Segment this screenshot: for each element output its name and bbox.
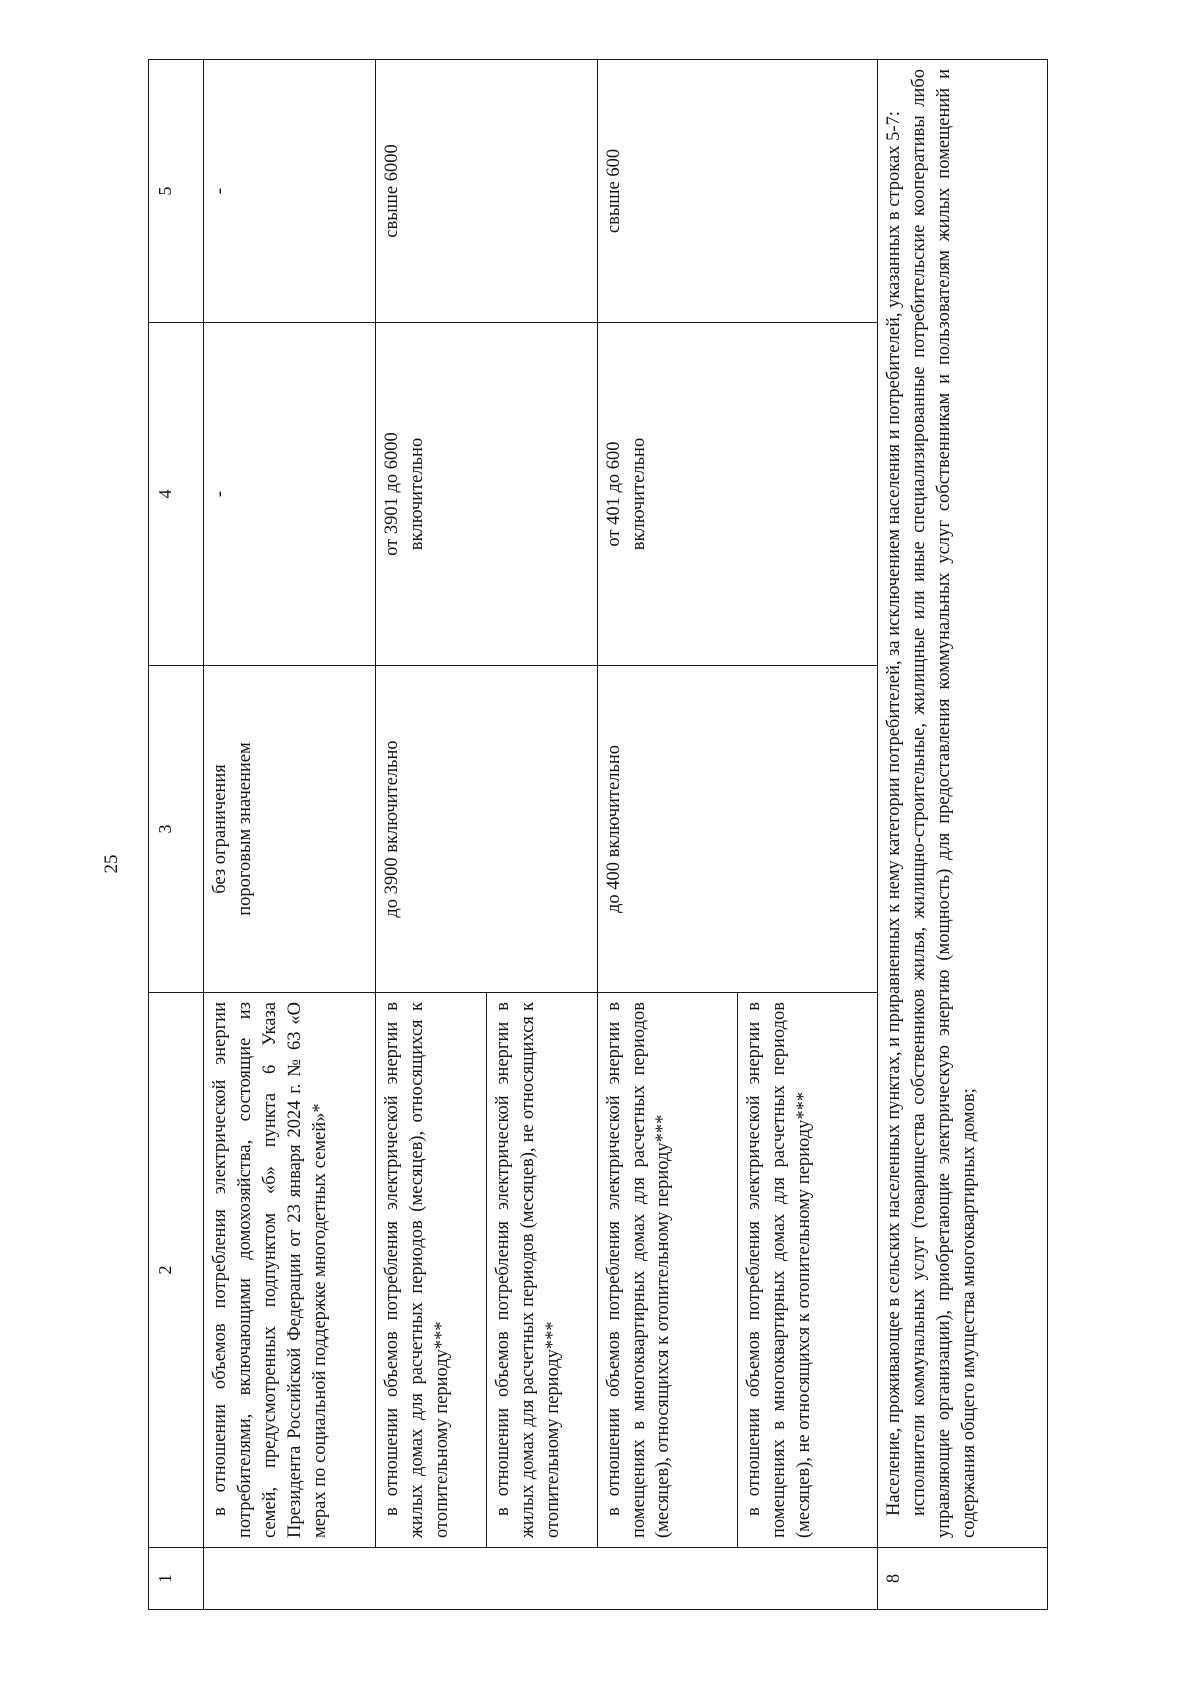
threshold-high-cell: - xyxy=(204,60,376,323)
tariff-table xyxy=(148,59,1048,1610)
threshold-line: пороговым значением xyxy=(235,742,256,916)
rotated-table-container xyxy=(148,60,1048,1610)
threshold-mid-cell: - xyxy=(204,323,376,666)
row-description: в отношении объемов потребления электрической энергии в помещениях в многоквартирных домах для расчетных периодов (месяцев), не относящихся к отопительному периоду*** xyxy=(738,993,878,1548)
threshold-mid-cell xyxy=(376,323,598,666)
threshold-low-cell xyxy=(204,666,376,993)
threshold-mid-cell xyxy=(597,323,877,666)
threshold-line: от 401 до 600 xyxy=(603,441,624,547)
table-row xyxy=(376,60,487,1610)
column-header-4: 4 xyxy=(149,323,204,666)
note-paragraph: Население, проживающее в сельских населенных пунктах, и приравненных к нему категории потребителей, за исключением населения и потребителей, указанных в строках 5-7: xyxy=(884,111,905,1516)
threshold-line: включительно xyxy=(407,437,428,551)
row-number-cell: 8 xyxy=(878,1548,1048,1610)
threshold-line: включительно xyxy=(628,437,649,551)
threshold-high-cell: свыше 6000 xyxy=(376,60,598,323)
column-header-2: 2 xyxy=(149,993,204,1548)
threshold-line: от 3901 до 6000 xyxy=(382,432,403,556)
row-description: в отношении объемов потребления электрической энергии потребителями, включающими домохозяйства, состоящие из семей, предусмотренных подпунктом «б» пункта 6 Указа Президента Российской Федерации от 23 января 2024 г. № 63 «О мерах по социальной поддержке многодетных семей»* xyxy=(204,993,376,1548)
threshold-low-cell: до 3900 включительно xyxy=(376,666,598,993)
row-8-note xyxy=(878,60,1048,1548)
row-number-cell xyxy=(204,1548,878,1610)
column-header-5: 5 xyxy=(149,60,204,323)
threshold-line: без ограничения xyxy=(210,764,231,894)
table-row xyxy=(597,60,737,1610)
note-paragraph: исполнители коммунальных услуг (товарищества собственников жилья, жилищно-строительные, жилищные или иные специализированные потребительские кооперативы либо управляющие организации), приобретающие электрическую энергию (мощность) для предоставления коммунальных услуг собственникам и пользователям жилых помещений и содержания общего имущества многоквартирных домов; xyxy=(909,69,979,1538)
column-header-3: 3 xyxy=(149,666,204,993)
row-description: в отношении объемов потребления электрической энергии в жилых домах для расчетных периодов (месяцев), относящихся к отопительному периоду*** xyxy=(376,993,487,1548)
table-row-8 xyxy=(878,60,1048,1610)
threshold-high-cell: свыше 600 xyxy=(597,60,877,323)
row-description: в отношении объемов потребления электрической энергии в жилых домах для расчетных периодов (месяцев), не относящихся к отопительному периоду*** xyxy=(487,993,598,1548)
page-number: 25 xyxy=(101,854,122,874)
header-row xyxy=(149,60,204,1610)
table-row xyxy=(204,60,376,1610)
column-header-1: 1 xyxy=(149,1548,204,1610)
row-description: в отношении объемов потребления электрической энергии в помещениях в многоквартирных домах для расчетных периодов (месяцев), относящихся к отопительному периоду*** xyxy=(597,993,737,1548)
threshold-low-cell: до 400 включительно xyxy=(597,666,877,993)
